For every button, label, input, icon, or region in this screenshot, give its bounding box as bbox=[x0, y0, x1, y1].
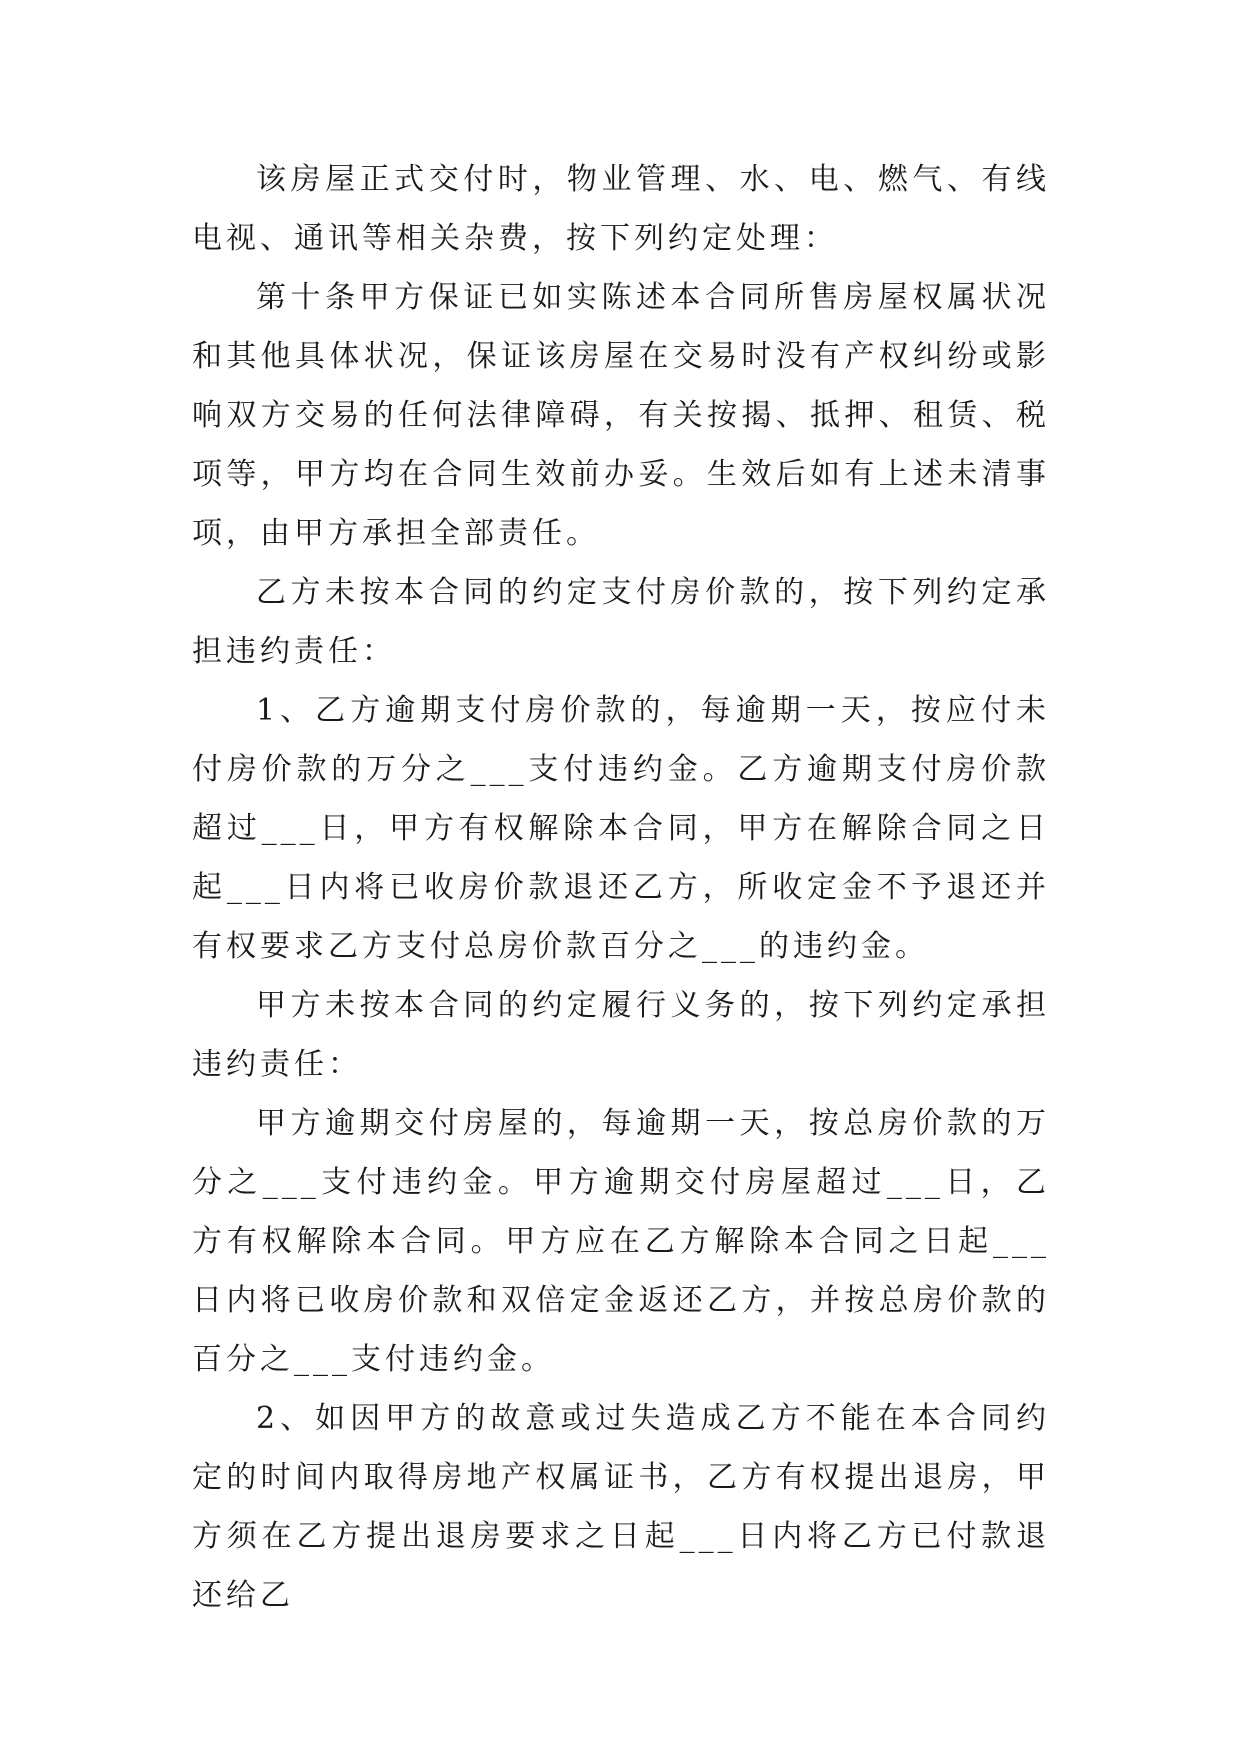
paragraph-utilities: 该房屋正式交付时，物业管理、水、电、燃气、有线电视、通讯等相关杂费，按下列约定处理： bbox=[192, 162, 1050, 256]
paragraph-article-ten: 第十条甲方保证已如实陈述本合同所售房屋权属状况和其他具体状况，保证该房屋在交易时没有产权纠纷或影响双方交易的任何法律障碍，有关按揭、抵押、租赁、税项等，甲方均在合同生效前办妥。生效后如有上述未清事项，由甲方承担全部责任。 bbox=[192, 280, 1050, 551]
paragraph-seller-late-delivery: 甲方逾期交付房屋的，每逾期一天，按总房价款的万分之___支付违约金。甲方逾期交付房屋超过___日，乙方有权解除本合同。甲方应在乙方解除本合同之日起___日内将已收房价款和双倍定金返还乙方，并按总房价款的百分之___支付违约金。 bbox=[192, 1106, 1050, 1377]
paragraph-seller-breach-intro: 甲方未按本合同的约定履行义务的，按下列约定承担违约责任： bbox=[192, 988, 1050, 1082]
paragraph-buyer-breach-intro: 乙方未按本合同的约定支付房价款的，按下列约定承担违约责任： bbox=[192, 575, 1050, 669]
document-body bbox=[192, 150, 1050, 1625]
paragraph-buyer-late-payment: 1、乙方逾期支付房价款的，每逾期一天，按应付未付房价款的万分之___支付违约金。乙方逾期支付房价款超过___日，甲方有权解除本合同，甲方在解除合同之日起___日内将已收房价款退还乙方，所收定金不予退还并有权要求乙方支付总房价款百分之___的违约金。 bbox=[192, 693, 1050, 964]
paragraph-title-certificate: 2、如因甲方的故意或过失造成乙方不能在本合同约定的时间内取得房地产权属证书，乙方有权提出退房，甲方须在乙方提出退房要求之日起___日内将乙方已付款退还给乙 bbox=[192, 1401, 1050, 1613]
